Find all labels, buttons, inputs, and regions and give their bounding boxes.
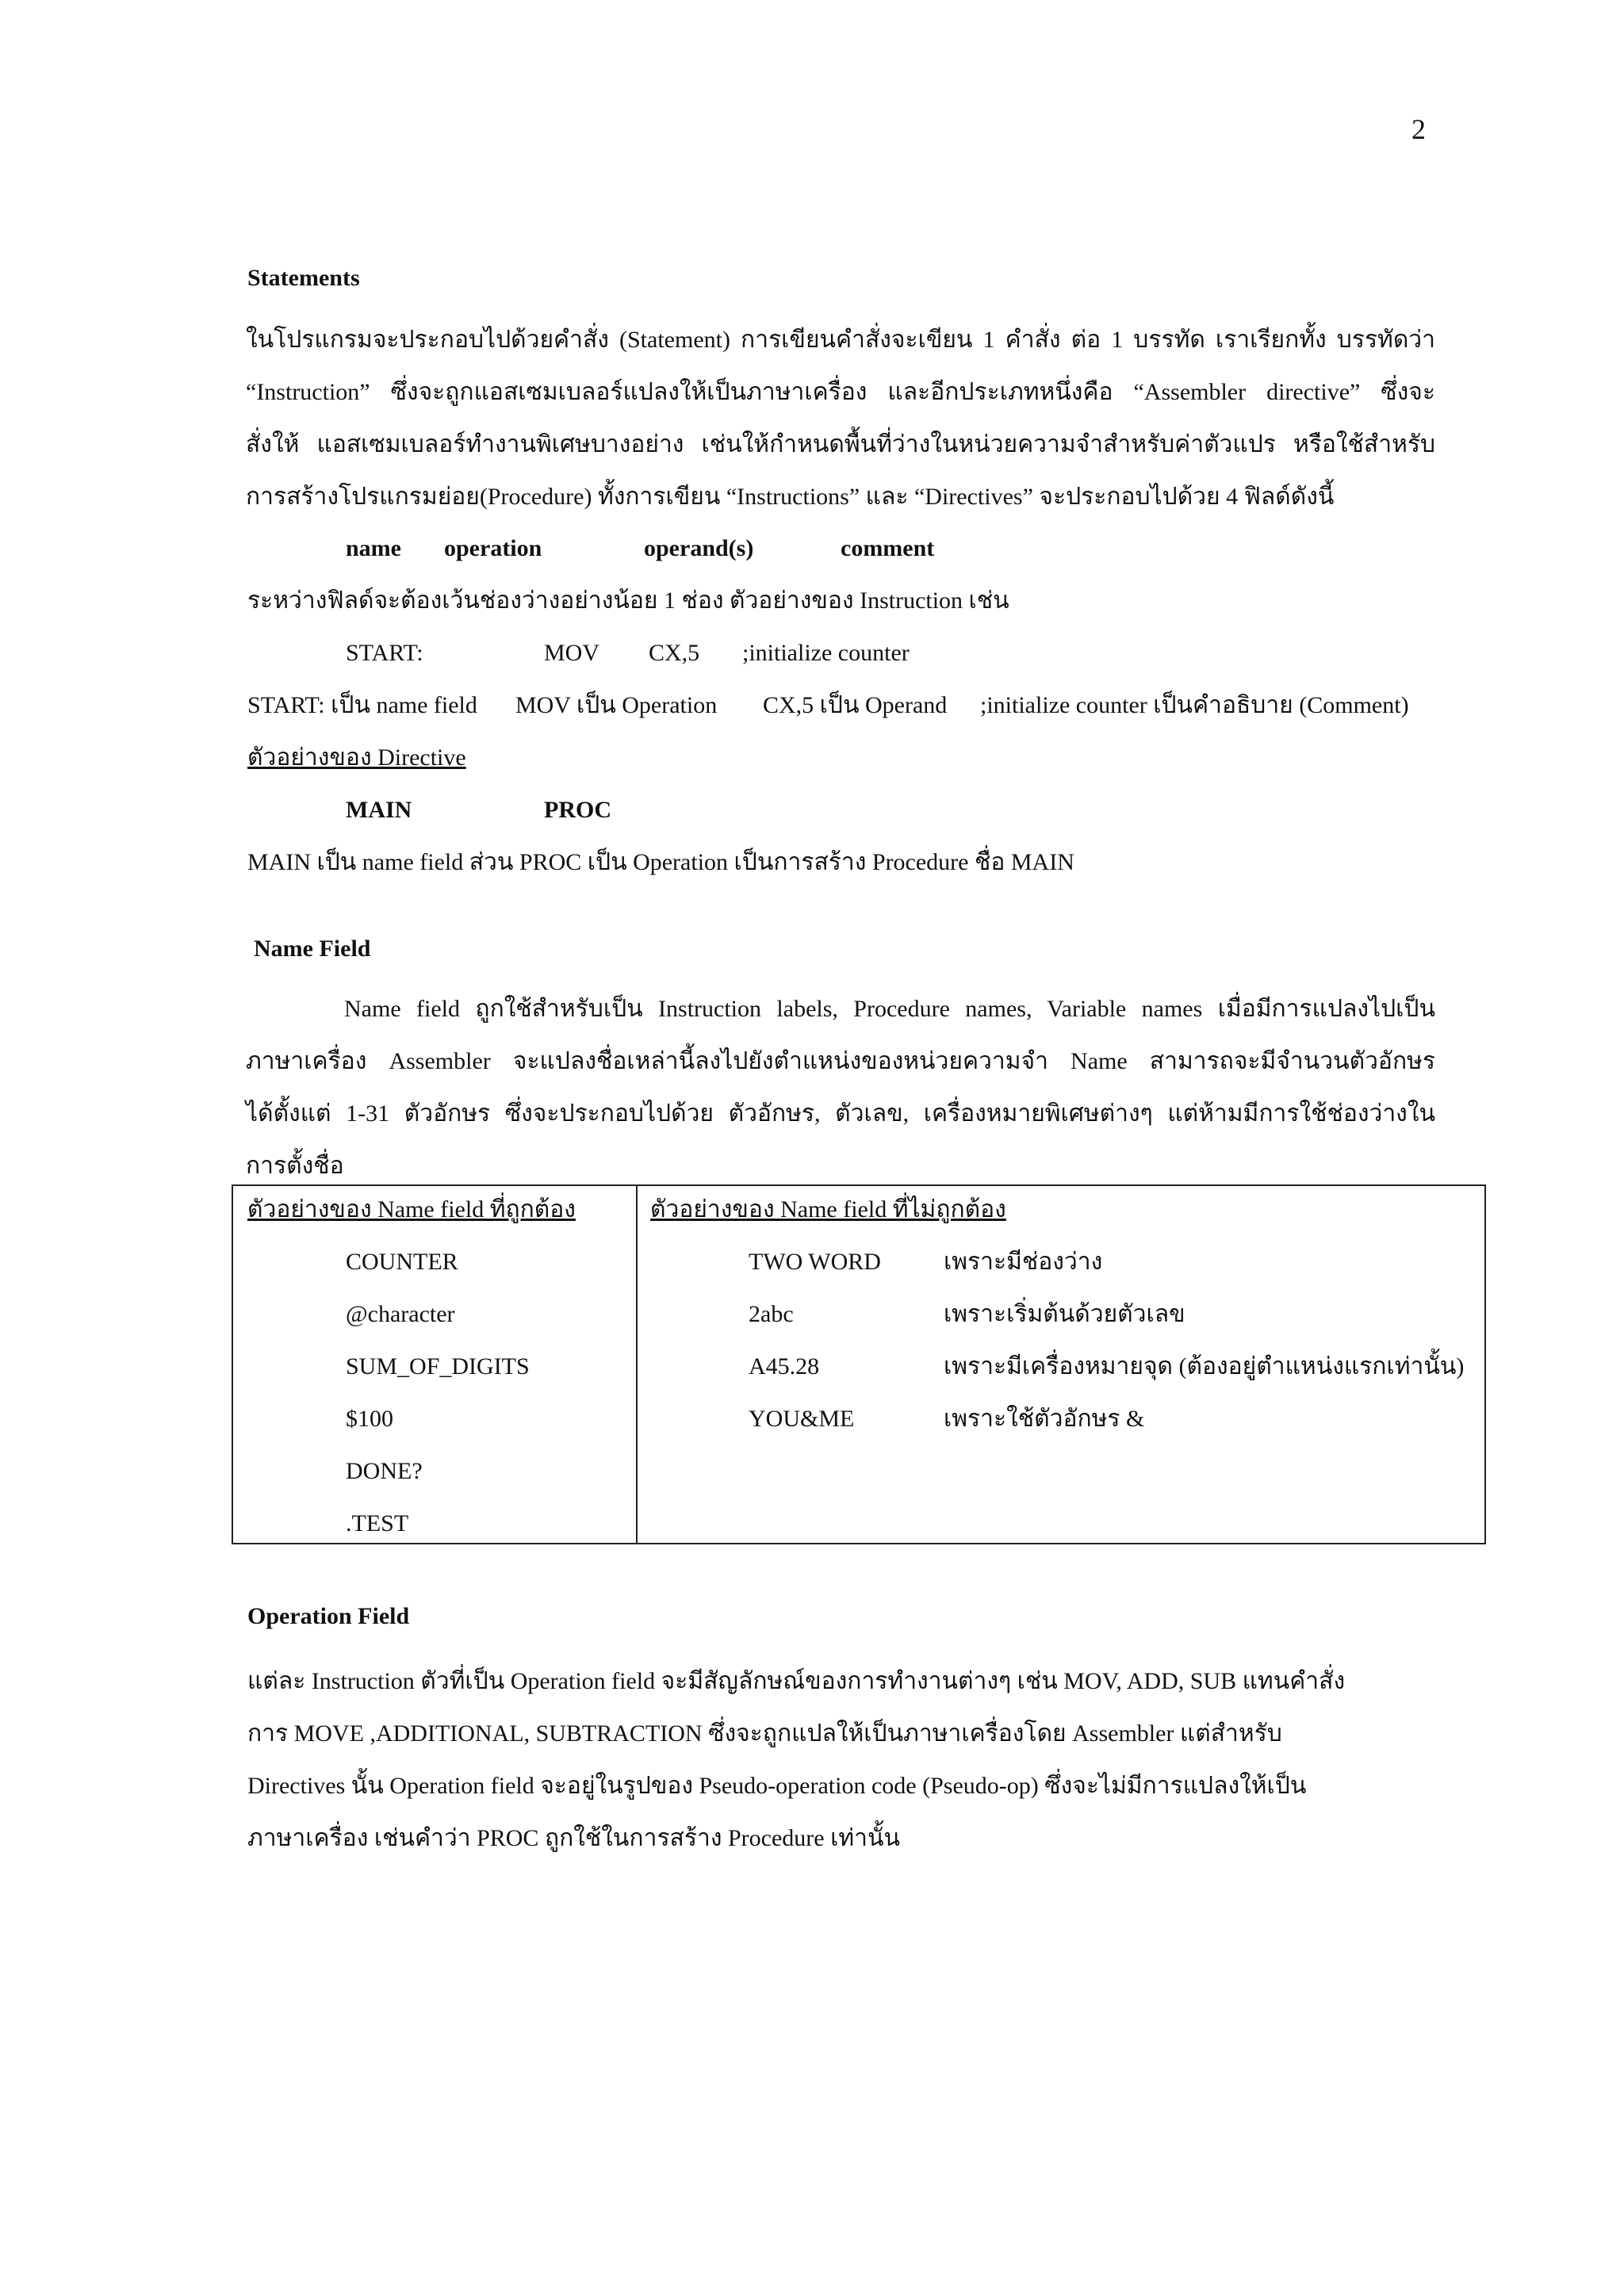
operation-field-line-2: การ MOVE ,ADDITIONAL, SUBTRACTION ซึ่งจะถูกแปลให้เป็นภาษาเครื่องโดย Assembler แต่สำหรับ (247, 1720, 1282, 1747)
statements-line-3: สั่งให้ แอสเซมเบลอร์ทำงานพิเศษบางอย่าง เช่นให้กำหนดพื้นที่ว่างในหน่วยความจำสำหรับค่าตัวแปร หรือใช้สำหรับ (246, 431, 1435, 457)
name-field-line-3: ได้ตั้งแต่ 1-31 ตัวอักษร ซึ่งจะประกอบไปด้วย ตัวอักษร, ตัวเลข, เครื่องหมายพิเศษต่างๆ แต่ห้ามมีการใช้ช่องว่างใน (246, 1100, 1435, 1127)
statements-line-1: ในโปรแกรมจะประกอบไปด้วยคำสั่ง (Statement) การเขียนคำสั่งจะเขียน 1 คำสั่ง ต่อ 1 บรรทัด เราเรียกทั้ง บรรทัดว่า (246, 327, 1435, 353)
operation-field-line-4: ภาษาเครื่อง เช่นคำว่า PROC ถูกใช้ในการสร้าง Procedure เท่านั้น (247, 1825, 900, 1851)
statements-line-2: “Instruction” ซึ่งจะถูกแอสเซมเบลอร์แปลงให้เป็นภาษาเครื่อง และอีกประเภทหนึ่งคือ “Assembler directive” ซึ่งจะ (246, 379, 1435, 405)
invalid-reason-1: เพราะมีช่องว่าง (944, 1249, 1103, 1275)
valid-name-3: SUM_OF_DIGITS (346, 1353, 530, 1380)
directive-op: PROC (544, 797, 611, 823)
explain-name: START: เป็น name field (247, 692, 477, 718)
valid-name-1: COUNTER (346, 1249, 458, 1275)
invalid-name-2: 2abc (749, 1301, 794, 1327)
directive-heading: ตัวอย่างของ Directive (247, 744, 466, 771)
invalid-name-4: YOU&ME (749, 1406, 855, 1432)
valid-header: ตัวอย่างของ Name field ที่ถูกต้อง (247, 1196, 576, 1223)
name-field-table (232, 1184, 1486, 1544)
page-number: 2 (1411, 113, 1426, 145)
name-field-line-2: ภาษาเครื่อง Assembler จะแปลงชื่อเหล่านี้ลงไปยังตำแหน่งของหน่วยความจำ Name สามารถจะมีจำนวนตัวอักษร (246, 1048, 1435, 1074)
field-operands-label: operand(s) (644, 535, 754, 561)
statements-heading: Statements (247, 265, 360, 291)
valid-name-2: @character (346, 1301, 455, 1327)
example-comment: ;initialize counter (742, 640, 910, 666)
name-field-line-4: การตั้งชื่อ (246, 1153, 344, 1179)
example-operand: CX,5 (649, 640, 700, 666)
valid-name-6: .TEST (346, 1510, 409, 1536)
directive-name: MAIN (346, 797, 412, 823)
operation-field-paragraph (247, 1655, 1345, 1865)
invalid-name-3: A45.28 (749, 1353, 820, 1380)
name-field-heading: Name Field (254, 936, 371, 962)
table-divider (636, 1186, 638, 1543)
example-op: MOV (544, 640, 600, 666)
invalid-name-1: TWO WORD (749, 1249, 881, 1275)
statements-line-4: การสร้างโปรแกรมย่อย(Procedure) ทั้งการเขียน “Instructions” และ “Directives” จะประกอบไปด้วย 4 ฟิลด์ดังนี้ (246, 484, 1335, 510)
statements-paragraph (246, 314, 1435, 523)
invalid-header: ตัวอย่างของ Name field ที่ไม่ถูกต้อง (650, 1196, 1006, 1223)
spacing-note: ระหว่างฟิลด์จะต้องเว้นช่องว่างอย่างน้อย 1 ช่อง ตัวอย่างของ Instruction เช่น (247, 587, 1009, 614)
field-operation-label: operation (444, 535, 542, 561)
explain-comment: ;initialize counter เป็นคำอธิบาย (Comment) (980, 692, 1409, 718)
field-name-label: name (346, 535, 401, 561)
example-label: START: (346, 640, 423, 666)
name-field-line-1: Name field ถูกใช้สำหรับเป็น Instruction labels, Procedure names, Variable names เมื่อมีการแปลงไปเป็น (344, 996, 1435, 1022)
valid-name-4: $100 (346, 1406, 393, 1432)
explain-operand: CX,5 เป็น Operand (763, 692, 948, 718)
operation-field-line-3: Directives นั้น Operation field จะอยู่ในรูปของ Pseudo-operation code (Pseudo-op) ซึ่งจะไม่มีการแปลงให้เป็น (247, 1773, 1307, 1799)
field-comment-label: comment (841, 535, 935, 561)
valid-name-5: DONE? (346, 1458, 423, 1484)
explain-operation: MOV เป็น Operation (515, 692, 718, 718)
directive-note: MAIN เป็น name field ส่วน PROC เป็น Operation เป็นการสร้าง Procedure ชื่อ MAIN (247, 849, 1074, 875)
invalid-reason-3: เพราะมีเครื่องหมายจุด (ต้องอยู่ตำแหน่งแรกเท่านั้น) (944, 1353, 1465, 1380)
operation-field-line-1: แต่ละ Instruction ตัวที่เป็น Operation field จะมีสัญลักษณ์ของการทำงานต่างๆ เช่น MOV, ADD, SUB แทนคำสั่ง (247, 1668, 1346, 1694)
invalid-reason-4: เพราะใช้ตัวอักษร & (944, 1406, 1145, 1432)
operation-field-heading: Operation Field (247, 1603, 410, 1629)
name-field-paragraph (246, 983, 1435, 1192)
invalid-reason-2: เพราะเริ่มต้นด้วยตัวเลข (944, 1301, 1185, 1327)
